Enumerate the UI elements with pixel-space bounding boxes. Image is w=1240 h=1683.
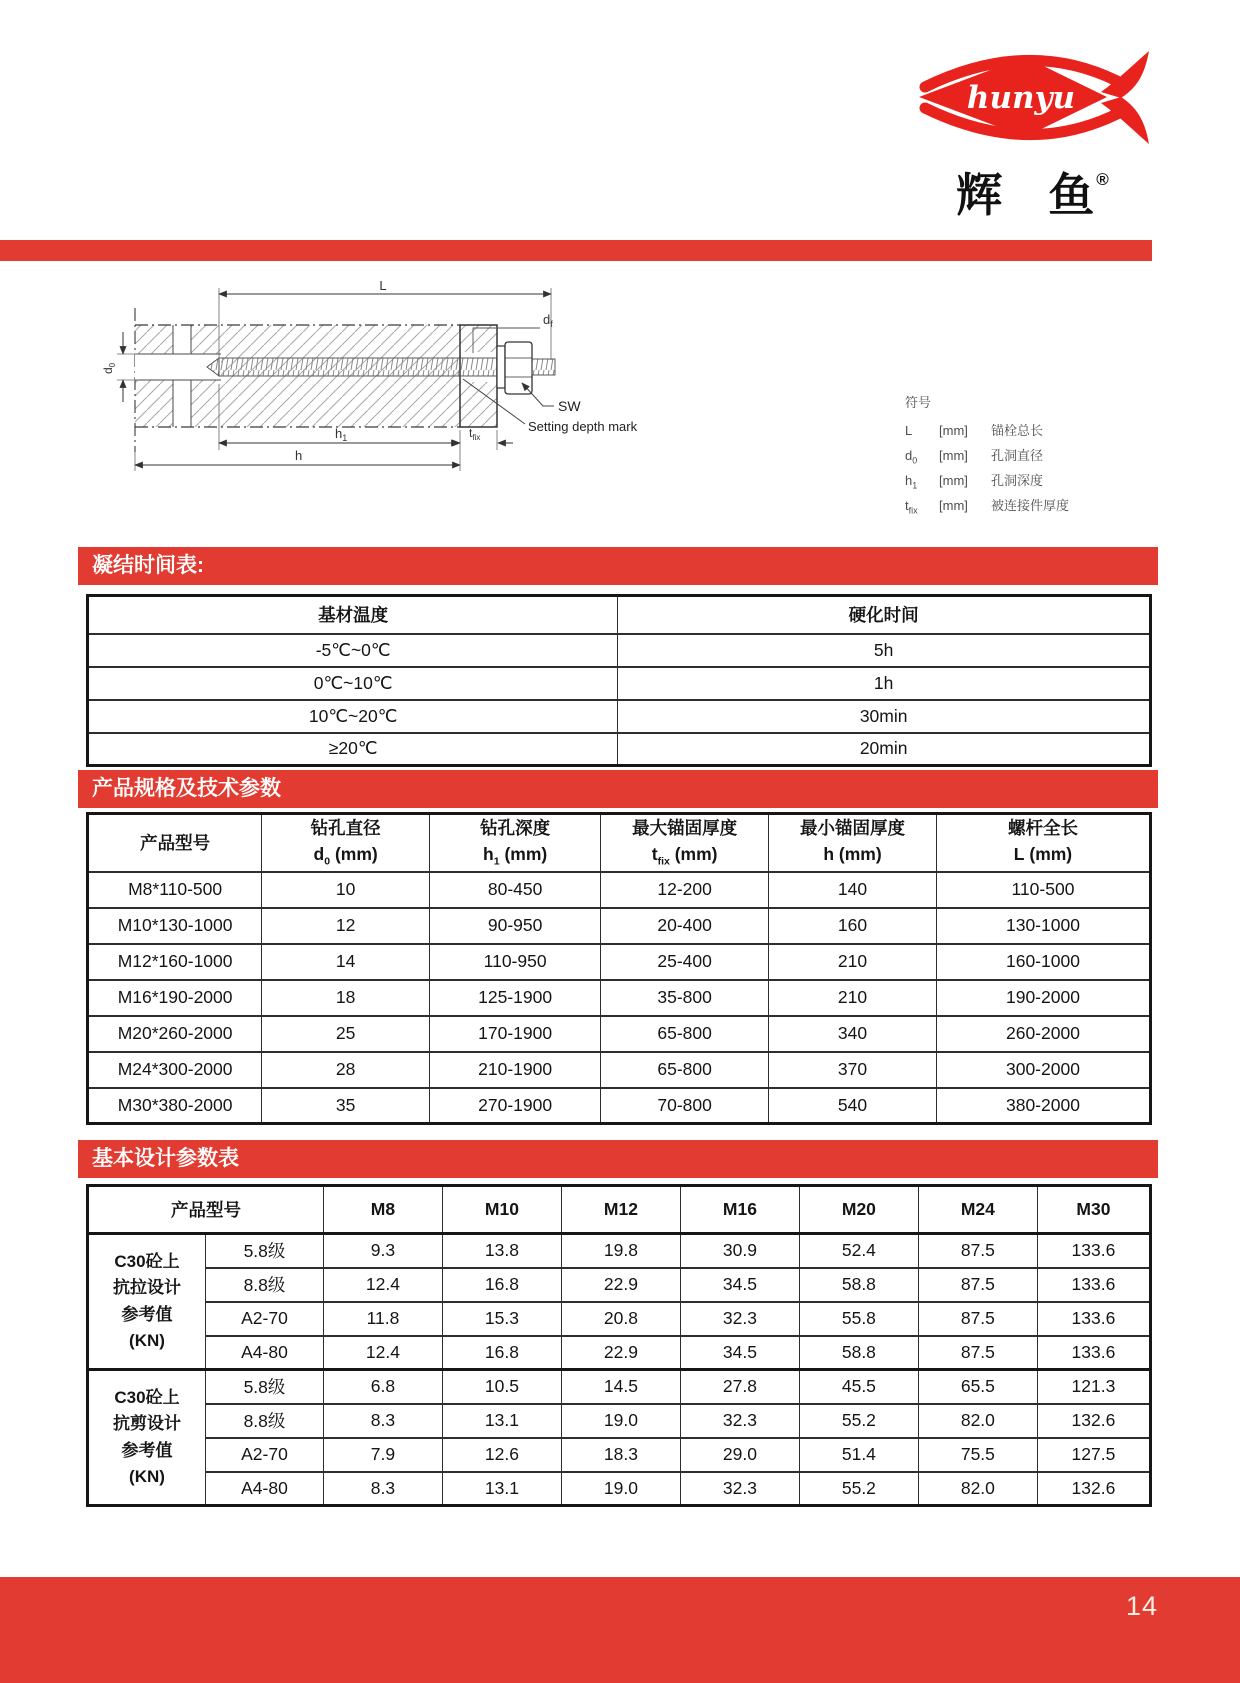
value-cell: 87.5 [918, 1336, 1037, 1370]
hex-nut [505, 342, 532, 394]
legend-unit: [mm] [939, 448, 968, 463]
col-header-m12: M12 [561, 1186, 680, 1234]
value-cell: 45.5 [799, 1370, 918, 1404]
group-label-tension: C30砼上 抗拉设计 参考值 (KN) [88, 1234, 206, 1370]
temp-range-cell: -5℃~0℃ [88, 634, 618, 667]
model-cell: M24*300-2000 [88, 1052, 262, 1088]
time-cell: 5h [618, 634, 1151, 667]
col-header-hardening-time: 硬化时间 [618, 596, 1151, 634]
header-row [88, 596, 1151, 634]
value-cell: 12.6 [442, 1438, 561, 1472]
rod-length-cell: 160-1000 [936, 944, 1150, 980]
value-cell: 22.9 [561, 1268, 680, 1302]
time-cell: 20min [618, 733, 1151, 766]
grade-cell: 5.8级 [205, 1370, 323, 1404]
value-cell: 19.0 [561, 1404, 680, 1438]
rod-length-cell: 190-2000 [936, 980, 1150, 1016]
fish-logo-icon [905, 45, 1160, 150]
table-row [88, 1268, 1151, 1302]
dim-L-label: L [379, 280, 387, 293]
legend-desc: 孔洞直径 [991, 448, 1044, 463]
col-header-substrate-temp: 基材温度 [88, 596, 618, 634]
model-cell: M10*130-1000 [88, 908, 262, 944]
drill-depth-cell: 210-1900 [430, 1052, 601, 1088]
value-cell: 15.3 [442, 1302, 561, 1336]
value-cell: 16.8 [442, 1336, 561, 1370]
value-cell: 29.0 [680, 1438, 799, 1472]
legend-desc: 被连接件厚度 [991, 498, 1070, 513]
legend-symbol: L [905, 423, 913, 438]
table-row [88, 1234, 1151, 1268]
value-cell: 133.6 [1037, 1234, 1150, 1268]
legend-row [905, 420, 1185, 445]
legend-symbol: $h_1$ [905, 473, 918, 491]
min-thickness-cell: 370 [769, 1052, 937, 1088]
max-thickness-cell: 20-400 [601, 908, 769, 944]
drill-depth-cell: 125-1900 [430, 980, 601, 1016]
grade-cell: 5.8级 [205, 1234, 323, 1268]
legend-title: 符号 [905, 395, 932, 410]
threaded-rod [219, 358, 505, 376]
drill-diameter-cell: 28 [262, 1052, 430, 1088]
value-cell: 30.9 [680, 1234, 799, 1268]
value-cell: 55.2 [799, 1404, 918, 1438]
value-cell: 51.4 [799, 1438, 918, 1472]
col-header-m20: M20 [799, 1186, 918, 1234]
rod-length-cell: 110-500 [936, 872, 1150, 908]
temp-range-cell: ≥20℃ [88, 733, 618, 766]
corner-header-model: 产品型号 [88, 1186, 324, 1234]
col-header-min-anchor-thickness: 最小锚固厚度 h (mm) [769, 814, 937, 872]
drill-depth-cell: 270-1900 [430, 1088, 601, 1124]
anchor-bolt-diagram [95, 280, 840, 510]
legend-row [905, 470, 1185, 495]
table-row [88, 944, 1151, 980]
drill-depth-cell: 80-450 [430, 872, 601, 908]
section-title-design-params: 基本设计参数表 [78, 1140, 1158, 1178]
col-header-drill-depth: 钻孔深度 $h_1$ (mm) [430, 814, 601, 872]
rod-length-cell: 260-2000 [936, 1016, 1150, 1052]
header-row [88, 1186, 1151, 1234]
drill-depth-cell: 110-950 [430, 944, 601, 980]
col-header-m10: M10 [442, 1186, 561, 1234]
model-cell: M20*260-2000 [88, 1016, 262, 1052]
drill-depth-cell: 170-1900 [430, 1016, 601, 1052]
table-row [88, 1404, 1151, 1438]
group-label-shear: C30砼上 抗剪设计 参考值 (KN) [88, 1370, 206, 1506]
dim-d0-label: $d_0$ [101, 362, 117, 374]
value-cell: 75.5 [918, 1438, 1037, 1472]
value-cell: 19.0 [561, 1472, 680, 1506]
max-thickness-cell: 65-800 [601, 1052, 769, 1088]
value-cell: 87.5 [918, 1302, 1037, 1336]
curing-time-table [86, 594, 1152, 767]
max-thickness-cell: 12-200 [601, 872, 769, 908]
product-specs-table [86, 812, 1152, 1125]
col-header-model: 产品型号 [88, 814, 262, 872]
section-title-specs: 产品规格及技术参数 [78, 770, 1158, 808]
sw-label: SW [558, 398, 581, 414]
min-thickness-cell: 210 [769, 980, 937, 1016]
table-row [88, 1088, 1151, 1124]
value-cell: 87.5 [918, 1268, 1037, 1302]
model-cell: M16*190-2000 [88, 980, 262, 1016]
rod-length-cell: 300-2000 [936, 1052, 1150, 1088]
value-cell: 12.4 [323, 1268, 442, 1302]
table-row [88, 1052, 1151, 1088]
washer [497, 346, 505, 388]
legend-row [905, 495, 1185, 520]
value-cell: 14.5 [561, 1370, 680, 1404]
value-cell: 10.5 [442, 1370, 561, 1404]
value-cell: 6.8 [323, 1370, 442, 1404]
dim-df-label: $d_f$ [543, 312, 553, 329]
value-cell: 52.4 [799, 1234, 918, 1268]
min-thickness-cell: 340 [769, 1016, 937, 1052]
legend-unit: [mm] [939, 473, 968, 488]
temp-range-cell: 0℃~10℃ [88, 667, 618, 700]
min-thickness-cell: 210 [769, 944, 937, 980]
section-title-curing-time: 凝结时间表: [78, 547, 1158, 585]
legend-symbol: $d_0$ [905, 448, 918, 466]
value-cell: 82.0 [918, 1404, 1037, 1438]
time-cell: 30min [618, 700, 1151, 733]
table-row [88, 980, 1151, 1016]
value-cell: 34.5 [680, 1336, 799, 1370]
col-header-m24: M24 [918, 1186, 1037, 1234]
value-cell: 127.5 [1037, 1438, 1150, 1472]
max-thickness-cell: 70-800 [601, 1088, 769, 1124]
value-cell: 82.0 [918, 1472, 1037, 1506]
brand-script-label: hunyu [966, 80, 1076, 116]
value-cell: 11.8 [323, 1302, 442, 1336]
col-header-m8: M8 [323, 1186, 442, 1234]
dim-tfix-label: $t_{fix}$ [469, 426, 481, 442]
value-cell: 133.6 [1037, 1302, 1150, 1336]
table-row [88, 1302, 1151, 1336]
value-cell: 13.8 [442, 1234, 561, 1268]
col-header-m30: M30 [1037, 1186, 1150, 1234]
table-row [88, 634, 1151, 667]
time-cell: 1h [618, 667, 1151, 700]
value-cell: 20.8 [561, 1302, 680, 1336]
value-cell: 12.4 [323, 1336, 442, 1370]
table-row [88, 1370, 1151, 1404]
value-cell: 8.3 [323, 1472, 442, 1506]
setting-depth-mark-label: Setting depth mark [528, 419, 638, 434]
grade-cell: A4-80 [205, 1336, 323, 1370]
footer-bar [0, 1577, 1240, 1683]
brand-logo [905, 45, 1160, 225]
drill-diameter-cell: 12 [262, 908, 430, 944]
value-cell: 132.6 [1037, 1472, 1150, 1506]
table-row [88, 1336, 1151, 1370]
table-row [88, 1438, 1151, 1472]
min-thickness-cell: 540 [769, 1088, 937, 1124]
table-row [88, 1016, 1151, 1052]
value-cell: 34.5 [680, 1268, 799, 1302]
model-cell: M8*110-500 [88, 872, 262, 908]
value-cell: 22.9 [561, 1336, 680, 1370]
table-row [88, 733, 1151, 766]
value-cell: 121.3 [1037, 1370, 1150, 1404]
legend-desc: 孔洞深度 [991, 473, 1044, 488]
page-number: 14 [1125, 1591, 1158, 1621]
grade-cell: 8.8级 [205, 1268, 323, 1302]
min-thickness-cell: 140 [769, 872, 937, 908]
col-header-m16: M16 [680, 1186, 799, 1234]
col-header-max-anchor-thickness: 最大锚固厚度 $t_{fix}$ (mm) [601, 814, 769, 872]
drill-diameter-cell: 10 [262, 872, 430, 908]
registered-mark: ® [1096, 170, 1109, 189]
table-row [88, 1472, 1151, 1506]
value-cell: 32.3 [680, 1472, 799, 1506]
legend-row [905, 445, 1185, 470]
min-thickness-cell: 160 [769, 908, 937, 944]
table-row [88, 872, 1151, 908]
temp-range-cell: 10℃~20℃ [88, 700, 618, 733]
value-cell: 9.3 [323, 1234, 442, 1268]
legend-unit: [mm] [939, 498, 968, 513]
drill-depth-cell: 90-950 [430, 908, 601, 944]
grade-cell: A4-80 [205, 1472, 323, 1506]
legend-desc: 锚栓总长 [991, 423, 1044, 438]
dim-h1-label: $h_1$ [335, 426, 348, 443]
max-thickness-cell: 35-800 [601, 980, 769, 1016]
model-cell: M12*160-1000 [88, 944, 262, 980]
legend-symbol: $t_{fix}$ [905, 498, 918, 516]
table-row [88, 908, 1151, 944]
value-cell: 132.6 [1037, 1404, 1150, 1438]
value-cell: 32.3 [680, 1404, 799, 1438]
legend-unit: [mm] [939, 423, 968, 438]
value-cell: 7.9 [323, 1438, 442, 1472]
value-cell: 13.1 [442, 1472, 561, 1506]
value-cell: 19.8 [561, 1234, 680, 1268]
drill-diameter-cell: 18 [262, 980, 430, 1016]
value-cell: 133.6 [1037, 1268, 1150, 1302]
table-row [88, 667, 1151, 700]
protruding-thread [532, 359, 555, 375]
grade-cell: 8.8级 [205, 1404, 323, 1438]
max-thickness-cell: 65-800 [601, 1016, 769, 1052]
top-divider-bar [0, 240, 1152, 261]
value-cell: 58.8 [799, 1336, 918, 1370]
grade-cell: A2-70 [205, 1438, 323, 1472]
value-cell: 32.3 [680, 1302, 799, 1336]
header-row [88, 814, 1151, 872]
value-cell: 16.8 [442, 1268, 561, 1302]
value-cell: 8.3 [323, 1404, 442, 1438]
symbol-legend [905, 392, 1185, 520]
value-cell: 18.3 [561, 1438, 680, 1472]
design-params-table [86, 1184, 1152, 1507]
value-cell: 65.5 [918, 1370, 1037, 1404]
grade-cell: A2-70 [205, 1302, 323, 1336]
value-cell: 55.8 [799, 1302, 918, 1336]
rod-length-cell: 380-2000 [936, 1088, 1150, 1124]
value-cell: 87.5 [918, 1234, 1037, 1268]
brand-name-cn: 辉 鱼 ® [956, 169, 1109, 221]
max-thickness-cell: 25-400 [601, 944, 769, 980]
value-cell: 133.6 [1037, 1336, 1150, 1370]
table-row [88, 700, 1151, 733]
value-cell: 27.8 [680, 1370, 799, 1404]
col-header-drill-diameter: 钻孔直径 $d_0$ (mm) [262, 814, 430, 872]
value-cell: 58.8 [799, 1268, 918, 1302]
value-cell: 55.2 [799, 1472, 918, 1506]
drill-diameter-cell: 14 [262, 944, 430, 980]
model-cell: M30*380-2000 [88, 1088, 262, 1124]
col-header-rod-length: 螺杆全长 L (mm) [936, 814, 1150, 872]
drill-diameter-cell: 25 [262, 1016, 430, 1052]
drill-diameter-cell: 35 [262, 1088, 430, 1124]
dim-h-label: h [295, 448, 303, 463]
value-cell: 13.1 [442, 1404, 561, 1438]
rod-length-cell: 130-1000 [936, 908, 1150, 944]
